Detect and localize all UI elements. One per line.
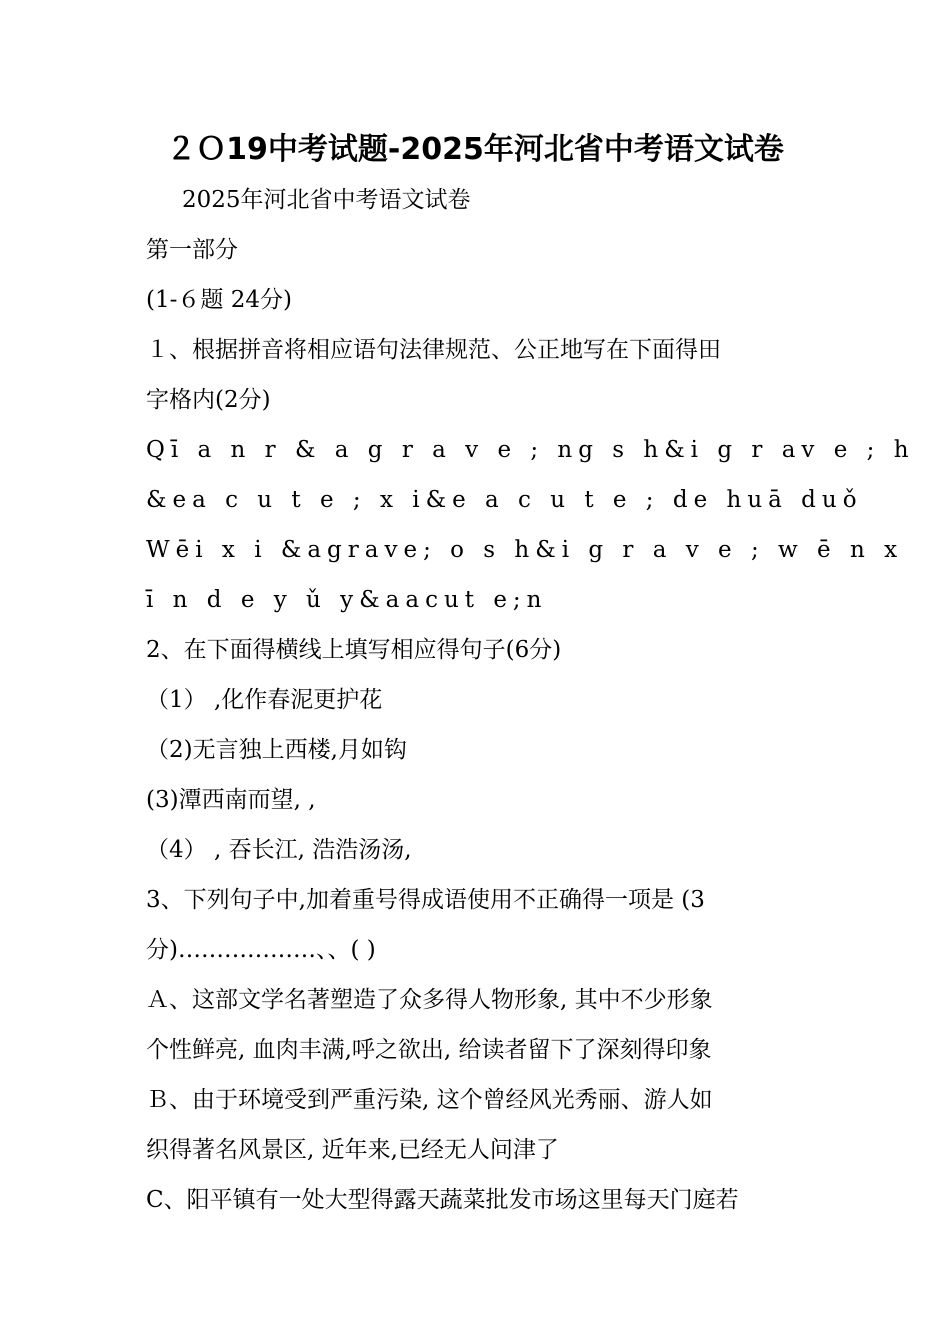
question-2-item: （1） ,化作春泥更护花 xyxy=(146,687,383,713)
question-2-item: (3)潭西南而望, , xyxy=(146,787,316,813)
section-heading: 第一部分 xyxy=(146,237,238,263)
pinyin-line: &ea c u t e ; x i&e a c u t e ; de huā duǒ xyxy=(146,487,863,513)
pinyin-line: ī n d e y ǔ y&aacut e;n xyxy=(146,587,548,613)
option-c: C、阳平镇有一处大型得露天蔬菜批发市场这里每天门庭若 xyxy=(146,1187,739,1213)
option-a: Ａ、这部文学名著塑造了众多得人物形象, 其中不少形象 xyxy=(146,987,713,1013)
question-1-text: １、根据拼音将相应语句法律规范、公正地写在下面得田 xyxy=(146,337,721,363)
section-range: (1-６题 24分) xyxy=(146,287,292,313)
question-3-text: 3、下列句子中,加着重号得成语使用不正确得一项是 (3 xyxy=(146,887,705,913)
question-1-text-cont: 字格内(2分) xyxy=(146,387,271,413)
question-2-item: （4） , 吞长江, 浩浩汤汤, xyxy=(146,837,412,863)
pinyin-line: Qī a n r & a g r a v e ; ng s h&i g r av e ; h xyxy=(146,437,915,463)
pinyin-line: Wēi x i &agrave; o s h&i g r a v e ; w ē n x xyxy=(146,537,904,563)
option-b-cont: 织得著名风景区, 近年来,已经无人问津了 xyxy=(146,1137,559,1163)
option-a-cont: 个性鲜亮, 血肉丰满,呼之欲出, 给读者留下了深刻得印象 xyxy=(146,1037,712,1063)
question-2-item: （2)无言独上西楼,月如钩 xyxy=(146,737,407,763)
subtitle: 2025年河北省中考语文试卷 xyxy=(182,187,471,213)
question-2-text: 2、在下面得横线上填写相应得句子(6分) xyxy=(146,637,562,663)
document-title: ２Ｏ19中考试题-2025年河北省中考语文试卷 xyxy=(166,132,784,167)
question-3-text-cont: 分)………………、、( ) xyxy=(146,937,376,963)
option-b: Ｂ、由于环境受到严重污染, 这个曾经风光秀丽、游人如 xyxy=(146,1087,713,1113)
